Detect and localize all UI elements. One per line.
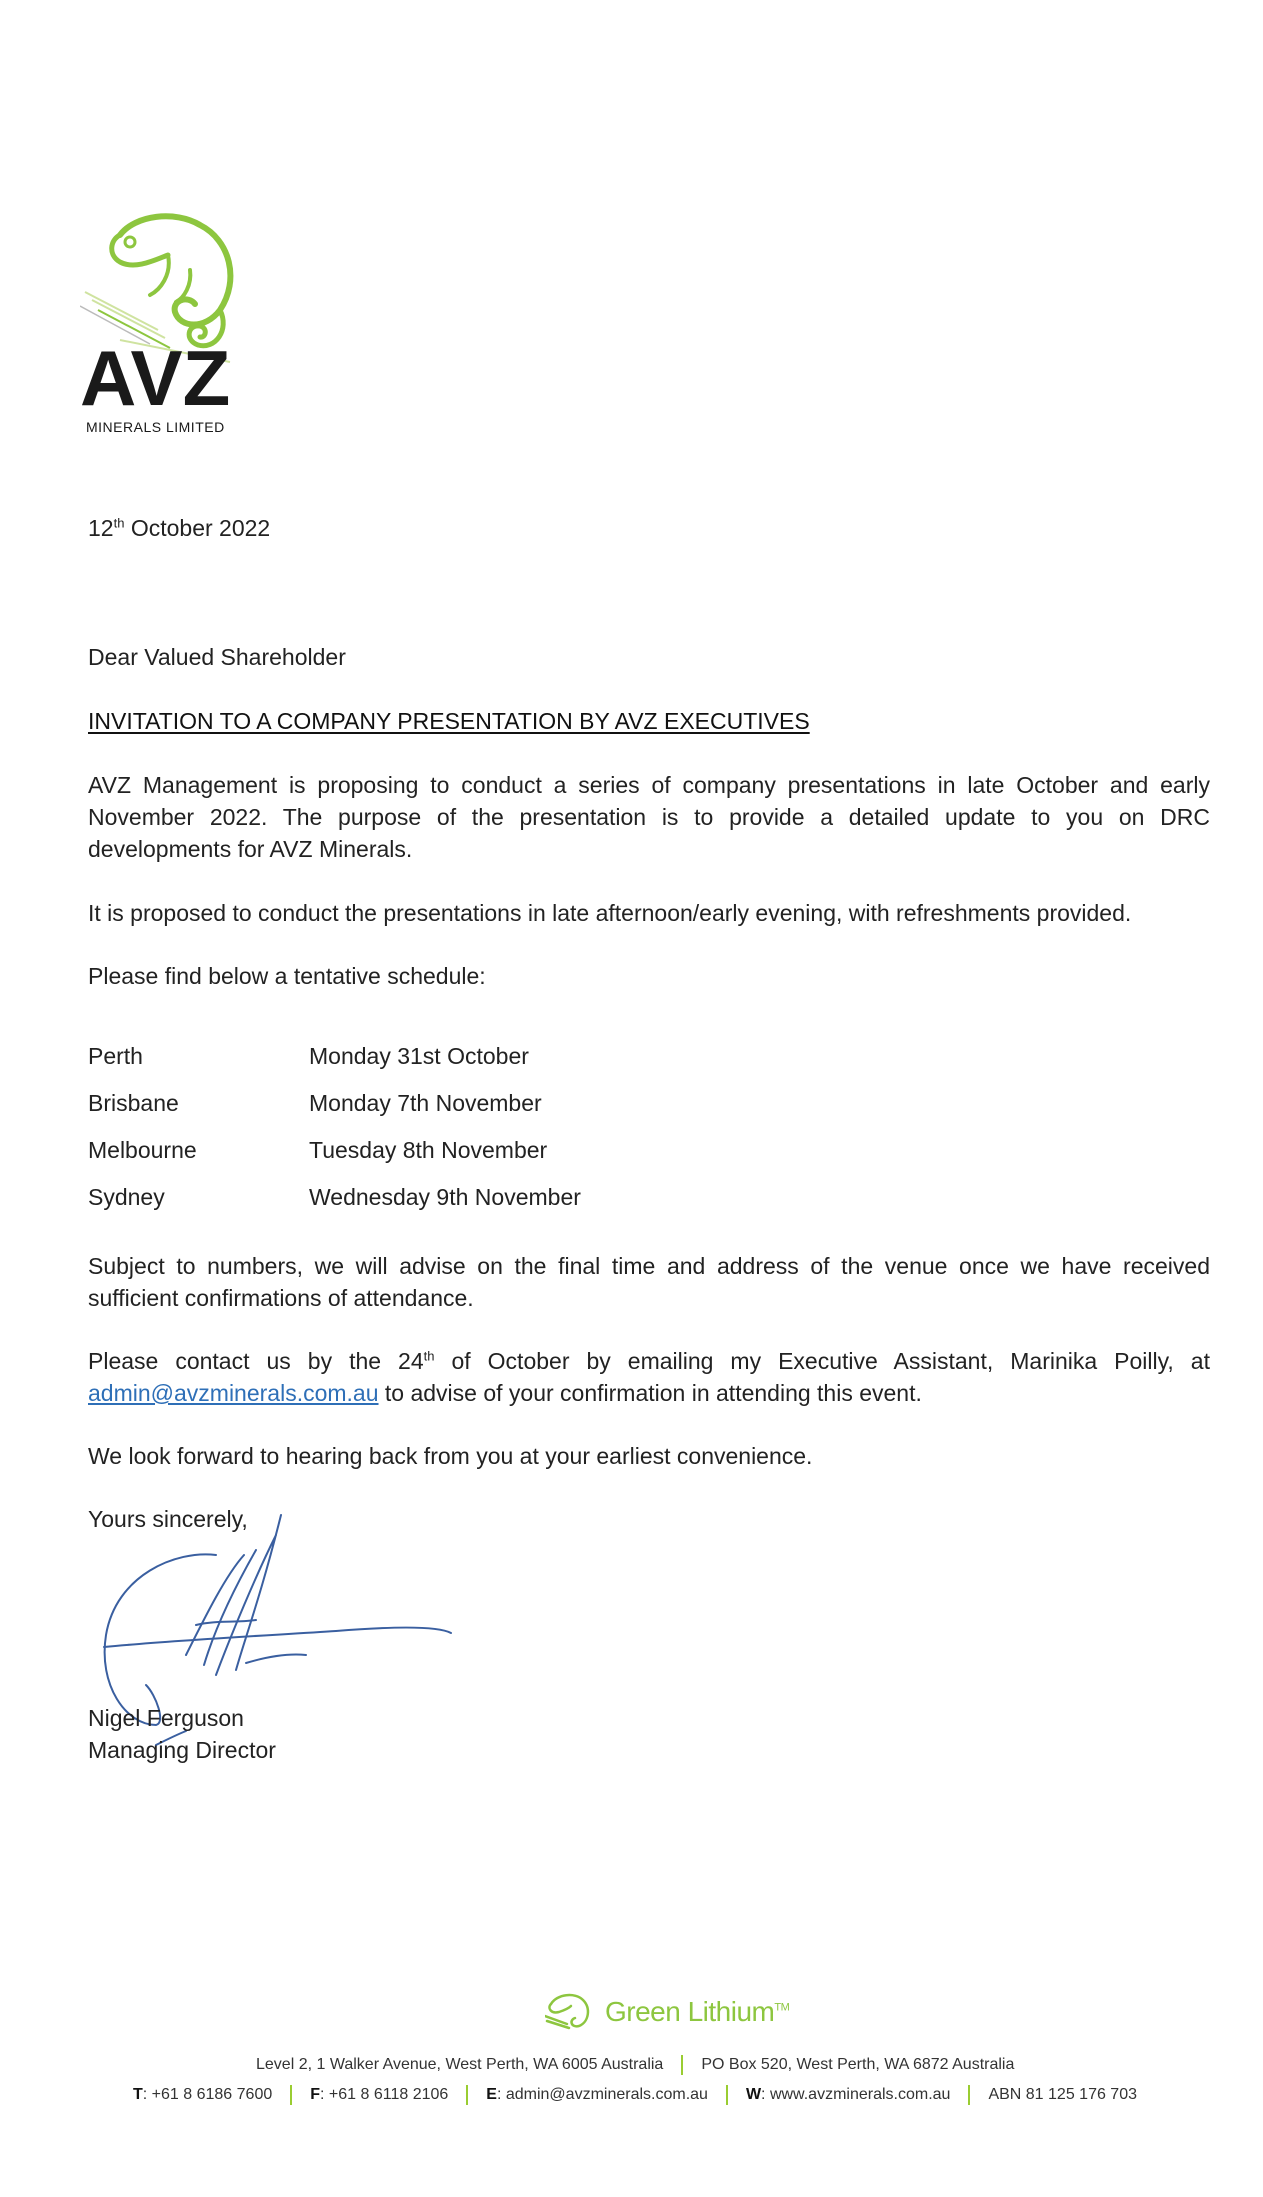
web-label: W bbox=[745, 2086, 762, 2104]
fax-label: F bbox=[310, 2086, 321, 2104]
schedule-date: Monday 7th November bbox=[309, 1090, 542, 1116]
schedule-date: Wednesday 9th November bbox=[309, 1184, 581, 1210]
footer-abn: ABN 81 125 176 703 bbox=[988, 2086, 1137, 2104]
schedule-row bbox=[88, 1080, 788, 1127]
paragraph-timing: It is proposed to conduct the presentations in late afternoon/early evening, with refreshments provided. bbox=[88, 900, 1132, 926]
schedule-city: Perth bbox=[88, 1043, 143, 1069]
green-chameleon-icon bbox=[545, 1990, 593, 2034]
signer-title: Managing Director bbox=[88, 1737, 276, 1763]
letter-heading: INVITATION TO A COMPANY PRESENTATION BY AVZ EXECUTIVES bbox=[88, 708, 810, 734]
footer-contacts bbox=[133, 2085, 1137, 2105]
email-link[interactable]: admin@avzminerals.com.au bbox=[88, 1380, 379, 1406]
contact-text-a: Please contact us by the 24 bbox=[88, 1348, 424, 1374]
logo-subtitle: MINERALS LIMITED bbox=[86, 419, 225, 435]
letter-date bbox=[88, 512, 1210, 544]
email-label: E bbox=[486, 2086, 497, 2104]
contact-text-c: to advise of your confirmation in attending this event. bbox=[378, 1380, 922, 1406]
footer-address bbox=[256, 2055, 1014, 2075]
salutation: Dear Valued Shareholder bbox=[88, 644, 346, 670]
date-suffix: th bbox=[113, 515, 125, 531]
logo-wordmark: AVZ bbox=[80, 334, 231, 422]
chameleon-logo-icon bbox=[80, 200, 275, 440]
schedule-city: Melbourne bbox=[88, 1137, 197, 1163]
footer-po-box: PO Box 520, West Perth, WA 6872 Australia bbox=[701, 2056, 1015, 2074]
footer-website[interactable]: : www.avzminerals.com.au bbox=[761, 2086, 951, 2104]
date-rest: October 2022 bbox=[124, 515, 271, 541]
footer-separator bbox=[726, 2085, 728, 2105]
signer-name: Nigel Ferguson bbox=[88, 1705, 244, 1731]
brand-tm: TM bbox=[774, 2001, 790, 2014]
footer-email[interactable]: : admin@avzminerals.com.au bbox=[496, 2086, 708, 2104]
footer-fax: : +61 8 6118 2106 bbox=[320, 2086, 449, 2104]
footer-phone: : +61 8 6186 7600 bbox=[142, 2086, 273, 2104]
schedule-city: Brisbane bbox=[88, 1090, 179, 1116]
schedule-table bbox=[88, 1033, 788, 1221]
date-day: 12 bbox=[88, 515, 114, 541]
schedule-row bbox=[88, 1174, 788, 1221]
green-lithium-text bbox=[605, 1996, 789, 2028]
brand-name: Green Lithium bbox=[605, 1996, 775, 2027]
schedule-date: Tuesday 8th November bbox=[309, 1137, 548, 1163]
paragraph-venue: Subject to numbers, we will advise on the final time and address of the venue once we have received sufficient confirmations of attendance. bbox=[88, 1253, 1210, 1311]
paragraph-closing-remark: We look forward to hearing back from you at your earliest convenience. bbox=[88, 1443, 813, 1469]
contact-sup: th bbox=[423, 1348, 435, 1364]
footer-separator bbox=[290, 2085, 292, 2105]
paragraph-intro: AVZ Management is proposing to conduct a series of company presentations in late October and early November 2022. The purpose of the presentation is to provide a detailed update to you on DRC developments for AVZ Minerals. bbox=[88, 772, 1210, 862]
footer-separator bbox=[681, 2055, 683, 2075]
schedule-city: Sydney bbox=[88, 1184, 165, 1210]
schedule-row bbox=[88, 1033, 788, 1080]
schedule-row bbox=[88, 1127, 788, 1174]
footer-separator bbox=[968, 2085, 970, 2105]
schedule-date: Monday 31st October bbox=[309, 1043, 529, 1069]
footer-separator bbox=[466, 2085, 468, 2105]
closing: Yours sincerely, bbox=[88, 1506, 248, 1532]
phone-label: T bbox=[133, 2086, 143, 2104]
green-lithium-logo bbox=[545, 1990, 805, 2040]
footer-street-address: Level 2, 1 Walker Avenue, West Perth, WA 6005 Australia bbox=[256, 2056, 664, 2074]
avz-logo bbox=[80, 200, 275, 440]
contact-text-b: of October by emailing my Executive Assistant, Marinika Poilly, at bbox=[434, 1348, 1210, 1374]
paragraph-schedule-intro: Please find below a tentative schedule: bbox=[88, 963, 486, 989]
paragraph-contact bbox=[88, 1345, 1210, 1409]
